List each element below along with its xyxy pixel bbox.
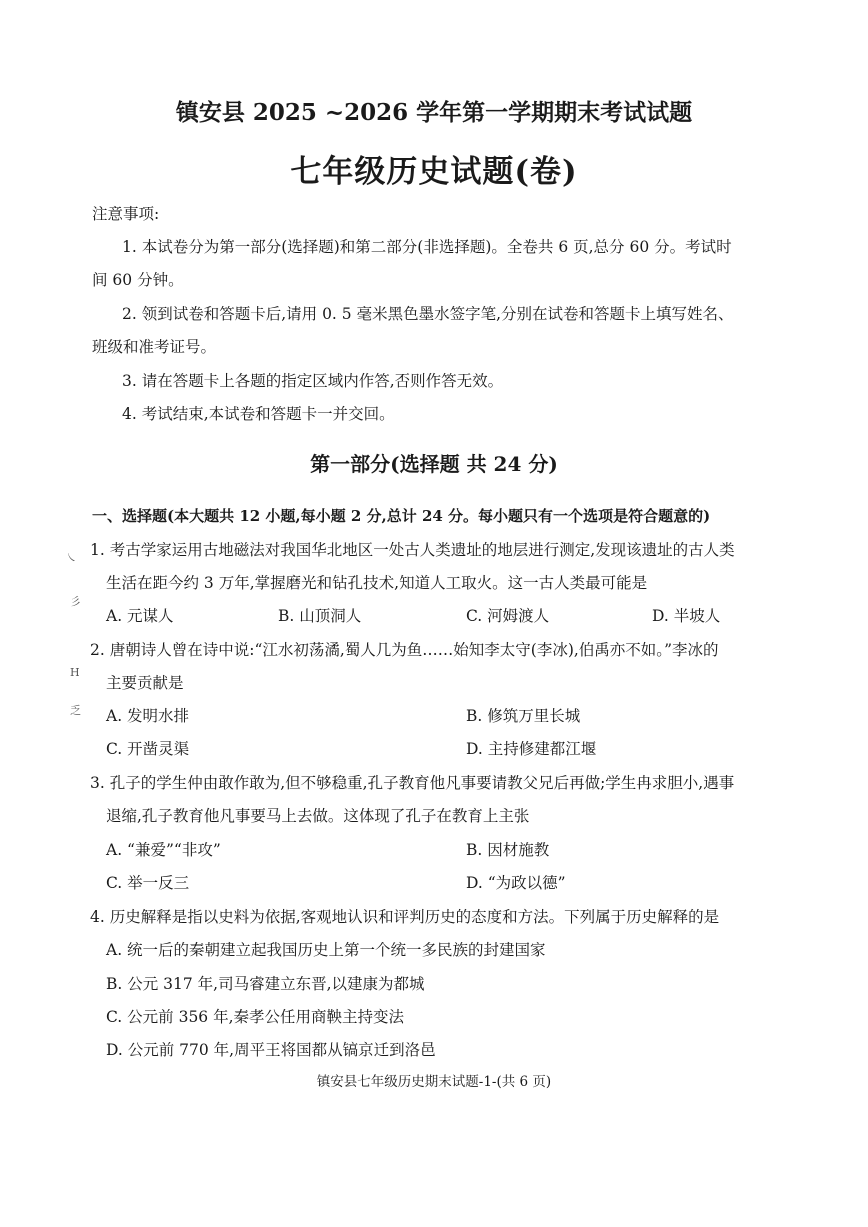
q1-option-b: B. 山顶洞人 [278,607,362,625]
q4-option-d: D. 公元前 770 年,周平王将国都从镐京迁到洛邑 [106,1041,436,1059]
note-4: 4. 考试结束,本试卷和答题卡一并交回。 [122,405,395,423]
note-2-line-a: 2. 领到试卷和答题卡后,请用 0. 5 毫米黑色墨水签字笔,分别在试卷和答题卡上填写姓名、 [122,305,734,323]
q2-option-d: D. 主持修建都江堰 [466,740,597,758]
note-1-line-b: 间 60 分钟。 [92,271,184,289]
margin-mark: H [70,666,80,679]
q3-option-c: C. 举一反三 [106,874,190,892]
q1-stem-line-b: 生活在距今约 3 万年,掌握磨光和钻孔技术,知道人工取火。这一古人类最可能是 [106,574,648,592]
q3-option-b: B. 因材施教 [466,841,550,859]
q1-stem-line-a: 1. 考古学家运用古地磁法对我国华北地区一处古人类遗址的地层进行测定,发现该遗址的古人类 [90,541,735,559]
margin-mark: ㇏ [66,551,77,564]
q3-stem-line-b: 退缩,孔子教育他凡事要马上去做。这体现了孔子在教育上主张 [106,807,530,825]
q2-option-b: B. 修筑万里长城 [466,707,581,725]
part1-instruction: 一、选择题(本大题共 12 小题,每小题 2 分,总计 24 分。每小题只有一个选项是符合题意的) [92,507,711,525]
q3-stem-line-a: 3. 孔子的学生仲由敢作敢为,但不够稳重,孔子教育他凡事要请教父兄后再做;学生冉求胆小,遇事 [90,774,735,792]
q1-option-c: C. 河姆渡人 [466,607,550,625]
q4-option-b: B. 公元 317 年,司马睿建立东晋,以建康为都城 [106,975,425,993]
page-footer: 镇安县七年级历史期末试题-1-(共 6 页) [316,1074,552,1090]
margin-mark: 乏 [70,704,81,717]
margin-mark: 彡 [70,595,81,608]
note-2-line-b: 班级和准考证号。 [92,338,217,356]
q1-option-d: D. 半坡人 [652,607,721,625]
part1-title: 第一部分(选择题 共 24 分) [310,452,558,476]
q4-stem: 4. 历史解释是指以史料为依据,客观地认识和评判历史的态度和方法。下列属于历史解释的是 [90,908,720,926]
q4-option-c: C. 公元前 356 年,秦孝公任用商鞅主持变法 [106,1008,405,1026]
q1-option-a: A. 元谋人 [106,607,174,625]
q2-option-a: A. 发明水排 [106,707,190,725]
exam-title-line2: 七年级历史试题(卷) [290,154,578,190]
note-1-line-a: 1. 本试卷分为第一部分(选择题)和第二部分(非选择题)。全卷共 6 页,总分 60 分。考试时 [122,238,732,256]
notes-heading: 注意事项: [92,205,160,223]
q2-stem-line-b: 主要贡献是 [106,674,184,692]
note-3: 3. 请在答题卡上各题的指定区域内作答,否则作答无效。 [122,372,504,390]
q2-option-c: C. 开凿灵渠 [106,740,190,758]
q4-option-a: A. 统一后的秦朝建立起我国历史上第一个统一多民族的封建国家 [106,941,546,959]
exam-title-line1: 镇安县 2025 ~2026 学年第一学期期末考试试题 [175,99,693,126]
q2-stem-line-a: 2. 唐朝诗人曾在诗中说:“江水初荡潏,蜀人几为鱼……始知李太守(李冰),伯禹亦不如。”李冰的 [90,641,719,659]
q3-option-d: D. “为政以德” [466,874,566,892]
q3-option-a: A. “兼爱”“非攻” [106,841,221,859]
